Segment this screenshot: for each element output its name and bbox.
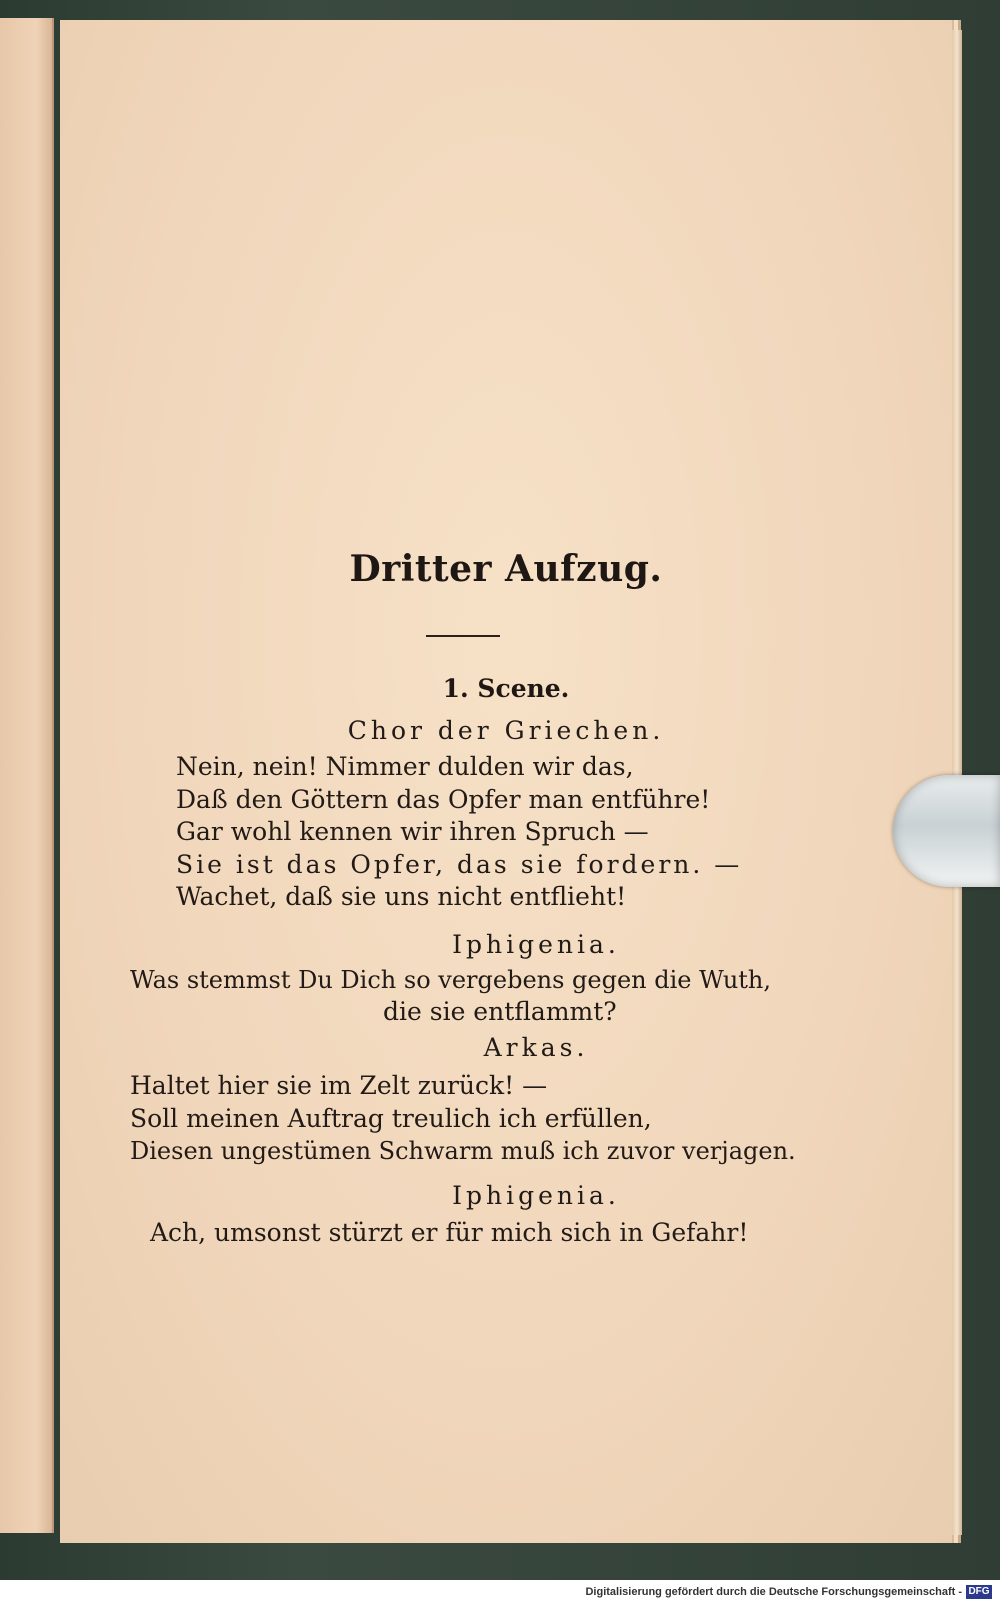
verse-line: die sie entflammt? [383, 997, 617, 1026]
verse-line: Soll meinen Auftrag treulich ich erfüllen, [130, 1104, 652, 1133]
verse-line: Sie ist das Opfer, das sie fordern. — [176, 850, 743, 879]
verse-line: Wachet, daß sie uns nicht entflieht! [176, 882, 627, 911]
book-page [60, 20, 952, 1543]
verse-line: Diesen ungestümen Schwarm muß ich zuvor verjagen. [130, 1137, 796, 1165]
verse-line: Gar wohl kennen wir ihren Spruch — [176, 817, 649, 846]
dfg-logo: DFG [966, 1585, 992, 1599]
speaker-name: Arkas. [483, 1033, 589, 1062]
footer-credit: Digitalisierung gefördert durch die Deutsche Forschungsgemeinschaft - [585, 1586, 962, 1598]
previous-page-edge [0, 18, 54, 1533]
act-title: Dritter Aufzug. [349, 548, 663, 590]
verse-line: Daß den Göttern das Opfer man entführe! [176, 785, 711, 814]
speaker-name: Iphigenia. [452, 930, 620, 959]
verse-line: Haltet hier sie im Zelt zurück! — [130, 1071, 548, 1100]
scene-heading: 1. Scene. [442, 674, 570, 703]
verse-line: Was stemmst Du Dich so vergebens gegen die Wuth, [130, 966, 772, 994]
title-rule [426, 635, 500, 637]
speaker-name: Chor der Griechen. [347, 716, 665, 745]
verse-line: Ach, umsonst stürzt er für mich sich in Gefahr! [150, 1218, 749, 1247]
digitization-footer [0, 1580, 1000, 1606]
speaker-name: Iphigenia. [452, 1181, 620, 1210]
page-clip-tab [893, 775, 1000, 887]
verse-line: Nein, nein! Nimmer dulden wir das, [176, 752, 634, 781]
